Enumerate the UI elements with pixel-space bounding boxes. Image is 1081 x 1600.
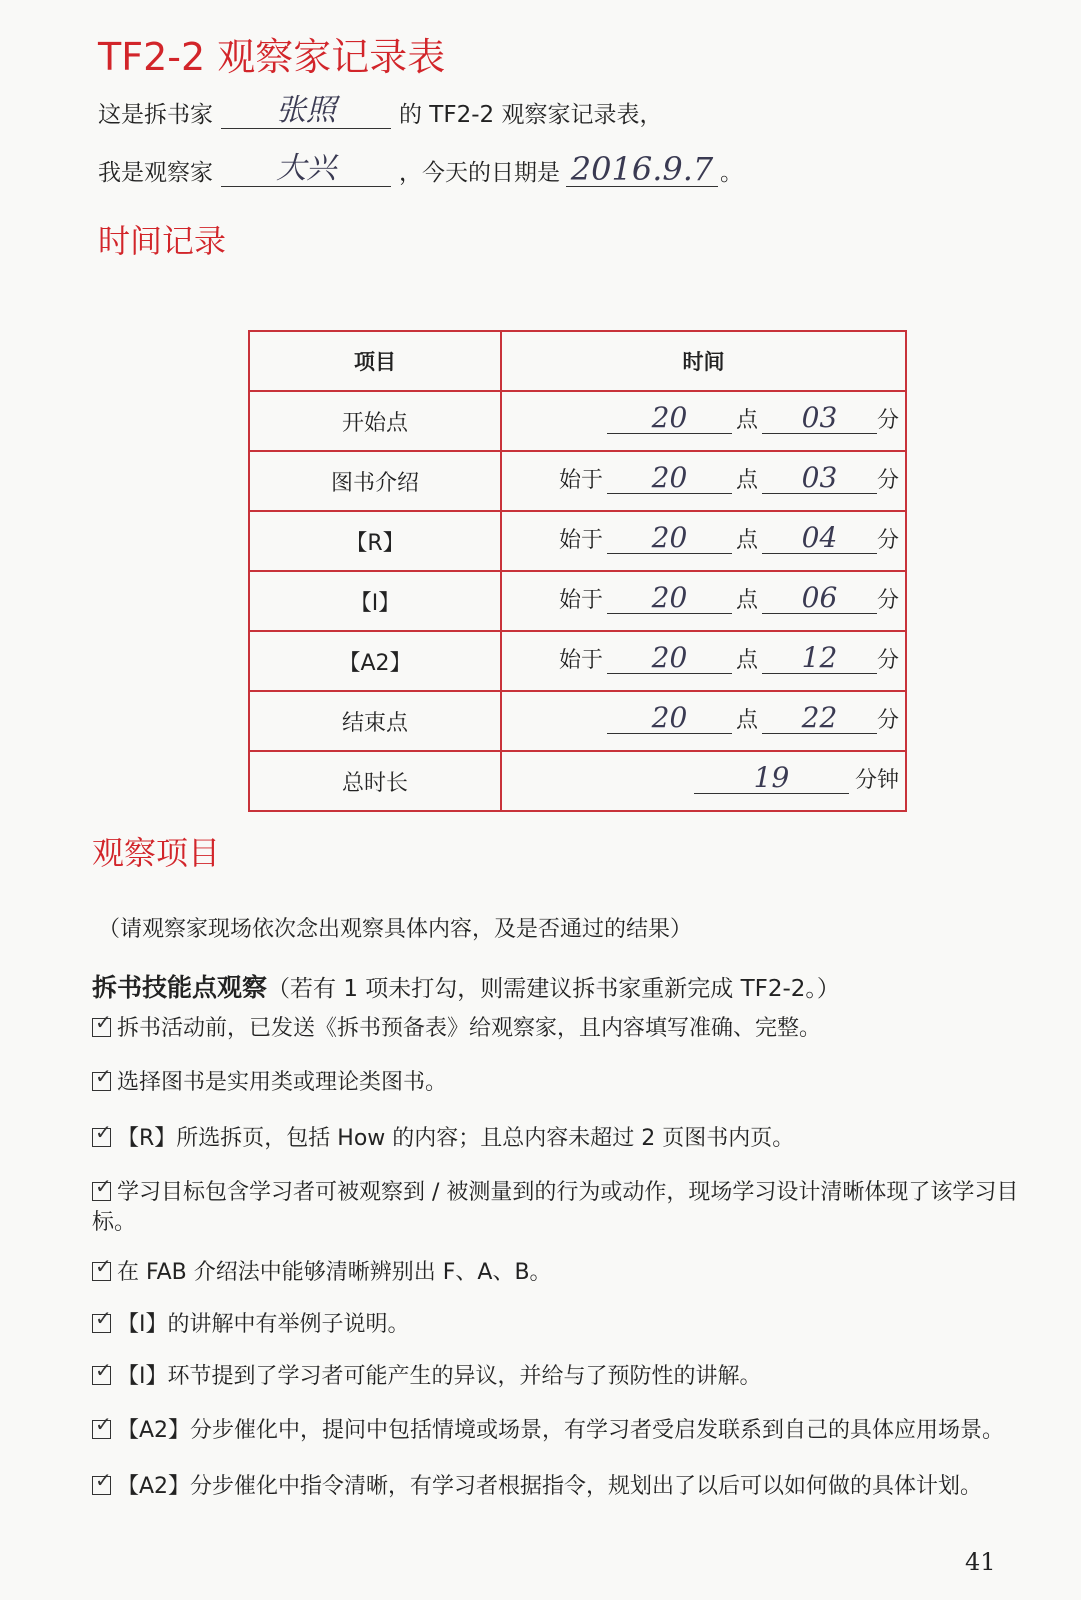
col-time-header: 时间 — [501, 331, 906, 391]
minute-field[interactable]: 22 — [762, 703, 877, 734]
checklist-item — [92, 1174, 1032, 1238]
check-mark-icon: ✓ — [95, 1358, 112, 1382]
check-mark-icon: ✓ — [95, 1120, 112, 1144]
minute-field[interactable]: 12 — [762, 643, 877, 674]
line1-suffix: 的 TF2-2 观察家记录表， — [399, 102, 663, 128]
minute-unit: 分 — [876, 407, 899, 433]
check-mark-icon: ✓ — [95, 1254, 112, 1278]
row-item-label: 【R】 — [249, 511, 501, 571]
checkbox-checked[interactable] — [92, 1468, 112, 1495]
total-minutes-field[interactable]: 19 — [694, 763, 849, 794]
checklist-item — [92, 1010, 1032, 1044]
row-prefix: 始于 — [558, 467, 603, 493]
checkbox-checked[interactable] — [92, 1174, 112, 1201]
checkbox-checked[interactable] — [92, 1306, 112, 1333]
checklist-text: 选择图书是实用类或理论类图书。 — [117, 1070, 448, 1095]
disassembler-line — [98, 94, 662, 129]
line2-prefix: 我是观察家 — [98, 160, 213, 186]
check-mark-icon: ✓ — [95, 1174, 112, 1198]
checklist-text: 【A2】分步催化中，提问中包括情境或场景，有学习者受启发联系到自己的具体应用场景。 — [117, 1418, 1005, 1443]
table-row — [249, 391, 906, 451]
check-mark-icon: ✓ — [95, 1412, 112, 1436]
checklist-item — [92, 1254, 1032, 1288]
row-item-label: 【I】 — [249, 571, 501, 631]
time-section-title: 时间记录 — [98, 222, 227, 260]
hour-field[interactable]: 20 — [607, 523, 732, 554]
minute-field[interactable]: 04 — [762, 523, 877, 554]
checklist-item — [92, 1306, 1032, 1340]
observer-line — [98, 152, 743, 187]
checkbox-checked[interactable] — [92, 1254, 112, 1281]
checkbox-checked[interactable] — [92, 1120, 112, 1147]
checklist-item — [92, 1120, 1032, 1154]
checklist-item — [92, 1468, 1032, 1502]
minute-field[interactable]: 03 — [762, 463, 877, 494]
skill-title: 拆书技能点观察 — [92, 973, 268, 1002]
total-label: 总时长 — [249, 751, 501, 811]
hour-unit: 点 — [735, 407, 758, 433]
table-row — [249, 691, 906, 751]
checklist-item — [92, 1358, 1032, 1392]
hour-field[interactable]: 20 — [607, 583, 732, 614]
checklist-text: 拆书活动前，已发送《拆书预备表》给观察家，且内容填写准确、完整。 — [117, 1016, 822, 1041]
row-item-label: 图书介绍 — [249, 451, 501, 511]
page-number: 41 — [965, 1548, 996, 1576]
minutes-unit: 分钟 — [854, 767, 899, 793]
table-header-row — [249, 331, 906, 391]
check-mark-icon: ✓ — [95, 1306, 112, 1330]
row-prefix: 始于 — [558, 527, 603, 553]
hour-field[interactable]: 20 — [607, 703, 732, 734]
check-mark-icon: ✓ — [95, 1468, 112, 1492]
hour-field[interactable]: 20 — [607, 643, 732, 674]
row-prefix: 始于 — [558, 587, 603, 613]
line2-mid: ，今天的日期是 — [399, 160, 560, 186]
minute-unit: 分 — [876, 587, 899, 613]
checklist-item — [92, 1412, 1032, 1446]
checkbox-checked[interactable] — [92, 1064, 112, 1091]
observer-name-field[interactable]: 大兴 — [221, 152, 391, 187]
minute-field[interactable]: 03 — [762, 403, 877, 434]
row-time-cell — [501, 451, 906, 511]
check-mark-icon: ✓ — [95, 1010, 112, 1034]
checkbox-checked[interactable] — [92, 1358, 112, 1385]
checkbox-checked[interactable] — [92, 1010, 112, 1037]
total-time-cell — [501, 751, 906, 811]
time-record-table — [248, 330, 907, 812]
hour-unit: 点 — [735, 707, 758, 733]
disassembler-name-field[interactable]: 张照 — [221, 94, 391, 129]
observe-note: （请观察家现场依次念出观察具体内容，及是否通过的结果） — [98, 917, 693, 942]
minute-unit: 分 — [876, 467, 899, 493]
date-field[interactable]: 2016.9.7 — [566, 152, 718, 187]
checklist-item — [92, 1064, 1032, 1098]
checklist-text: 【A2】分步催化中指令清晰，有学习者根据指令，规划出了以后可以如何做的具体计划。 — [117, 1474, 983, 1499]
total-row — [249, 751, 906, 811]
checklist-text: 【R】所选拆页，包括 How 的内容；且总内容未超过 2 页图书内页。 — [117, 1126, 795, 1151]
checklist-text: 在 FAB 介绍法中能够清晰辨别出 F、A、B。 — [117, 1260, 552, 1285]
minute-field[interactable]: 06 — [762, 583, 877, 614]
hour-unit: 点 — [735, 527, 758, 553]
check-mark-icon: ✓ — [95, 1064, 112, 1088]
skill-heading — [92, 968, 840, 1004]
line1-prefix: 这是拆书家 — [98, 102, 213, 128]
observe-section-title: 观察项目 — [92, 834, 221, 872]
table-row — [249, 451, 906, 511]
skill-note: （若有 1 项未打勾，则需建议拆书家重新完成 TF2-2。） — [267, 976, 840, 1002]
row-item-label: 【A2】 — [249, 631, 501, 691]
row-prefix: 始于 — [558, 647, 603, 673]
col-item-header: 项目 — [249, 331, 501, 391]
row-item-label: 开始点 — [249, 391, 501, 451]
table-row — [249, 571, 906, 631]
row-time-cell — [501, 511, 906, 571]
checklist-text: 【I】环节提到了学习者可能产生的异议，并给与了预防性的讲解。 — [117, 1364, 762, 1389]
minute-unit: 分 — [876, 647, 899, 673]
checklist-text: 【I】的讲解中有举例子说明。 — [117, 1312, 410, 1337]
hour-unit: 点 — [735, 587, 758, 613]
line2-end: 。 — [720, 160, 743, 186]
hour-unit: 点 — [735, 467, 758, 493]
row-time-cell — [501, 631, 906, 691]
hour-unit: 点 — [735, 647, 758, 673]
row-time-cell — [501, 691, 906, 751]
hour-field[interactable]: 20 — [607, 463, 732, 494]
row-time-cell — [501, 571, 906, 631]
table-row — [249, 631, 906, 691]
table-row — [249, 511, 906, 571]
checkbox-checked[interactable] — [92, 1412, 112, 1439]
row-item-label: 结束点 — [249, 691, 501, 751]
minute-unit: 分 — [876, 527, 899, 553]
checklist-text: 学习目标包含学习者可被观察到 / 被测量到的行为或动作，现场学习设计清晰体现了该学习目标。 — [92, 1180, 1019, 1235]
hour-field[interactable]: 20 — [607, 403, 732, 434]
row-time-cell — [501, 391, 906, 451]
page-title: TF2-2 观察家记录表 — [98, 35, 446, 79]
minute-unit: 分 — [876, 707, 899, 733]
